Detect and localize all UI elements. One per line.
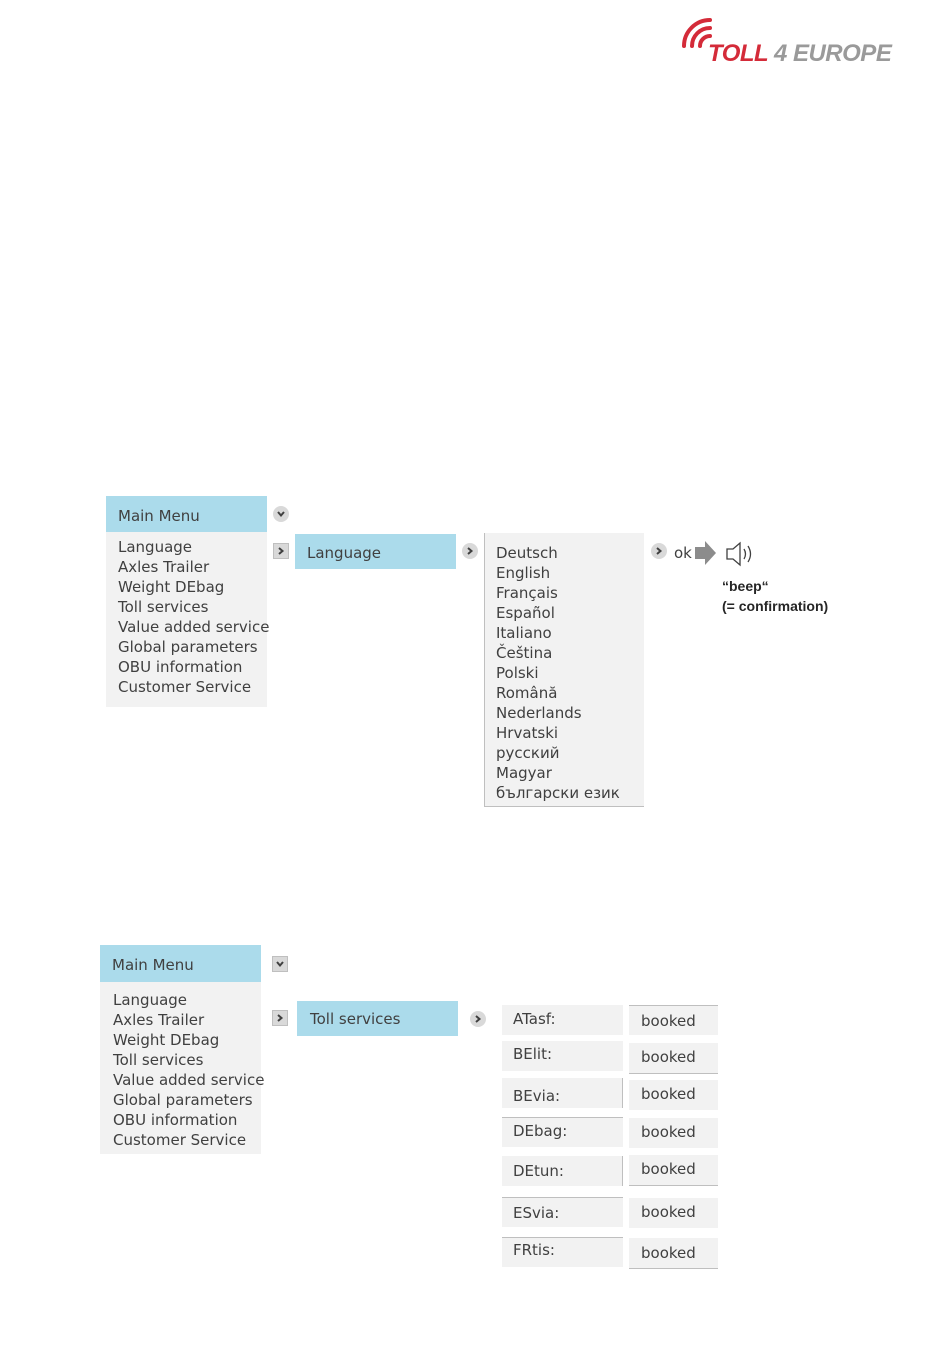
service-name: ESvia: [502,1197,623,1227]
service-status[interactable]: booked [629,1238,718,1269]
language-option[interactable]: English [496,564,551,582]
language-option[interactable]: Français [496,584,558,602]
service-status[interactable]: booked [629,1080,718,1110]
beep-text: “beep“ [722,578,769,594]
chevron-right-icon[interactable] [273,543,289,559]
language-option[interactable]: Čeština [496,644,553,662]
language-option[interactable]: Hrvatski [496,724,559,742]
main-menu-panel [106,532,270,707]
service-name: DEtun: [502,1156,623,1186]
main-menu-list [113,990,264,1150]
toll4europe-logo [678,12,898,68]
menu-item-customer-service[interactable]: Customer Service [118,678,252,696]
chevron-right-icon[interactable] [462,543,478,559]
chevron-right-icon[interactable] [470,1011,486,1027]
menu-item-axles-trailer[interactable]: Axles Trailer [113,1011,205,1029]
speaker-icon [724,540,756,568]
language-option[interactable]: Español [496,604,555,622]
logo-word-toll: TOLL [708,40,768,67]
language-option[interactable]: Magyar [496,764,552,782]
language-option[interactable]: Deutsch [496,544,558,562]
menu-item-toll-services[interactable]: Toll services [113,1051,204,1069]
menu-item-global-parameters[interactable]: Global parameters [113,1091,253,1109]
service-name: BElit: [502,1041,623,1071]
menu-item-axles-trailer[interactable]: Axles Trailer [118,558,210,576]
logo-wordmark [708,40,891,68]
menu-item-weight-debag[interactable]: Weight DEbag [113,1031,220,1049]
language-submenu-header[interactable]: Language [295,534,456,569]
toll-services-submenu-header[interactable]: Toll services [297,1001,458,1036]
language-option[interactable]: Română [496,684,558,702]
main-menu-header[interactable]: Main Menu [100,945,261,982]
language-option[interactable]: Nederlands [496,704,582,722]
menu-item-obu-information[interactable]: OBU information [118,658,243,676]
service-status[interactable]: booked [629,1043,718,1074]
menu-item-customer-service[interactable]: Customer Service [113,1131,247,1149]
service-status[interactable]: booked [629,1118,718,1148]
menu-item-toll-services[interactable]: Toll services [118,598,209,616]
chevron-down-icon[interactable] [273,506,289,522]
language-options-panel [484,533,644,807]
chevron-down-icon[interactable] [272,956,288,972]
service-name: DEbag: [502,1117,623,1147]
chevron-right-icon[interactable] [651,543,667,559]
language-option[interactable]: български език [496,784,620,802]
language-option[interactable]: Polski [496,664,539,682]
service-name: ATasf: [502,1005,623,1035]
main-menu-list [118,537,269,697]
menu-item-weight-debag[interactable]: Weight DEbag [118,578,225,596]
ok-label: ok [674,544,692,562]
menu-item-language[interactable]: Language [113,991,188,1009]
menu-item-global-parameters[interactable]: Global parameters [118,638,258,656]
arrow-right-icon [694,540,718,566]
service-name: BEvia: [502,1078,623,1108]
chevron-right-icon[interactable] [272,1010,288,1026]
language-list [496,543,620,803]
language-option[interactable]: Italiano [496,624,552,642]
confirmation-text: (= confirmation) [722,598,829,614]
service-status[interactable]: booked [629,1155,718,1186]
menu-item-value-added-service[interactable]: Value added service [113,1071,265,1089]
service-status[interactable]: booked [629,1005,718,1035]
logo-word-4europe: 4 EUROPE [773,40,892,67]
main-menu-panel [100,982,265,1154]
service-name: FRtis: [502,1237,623,1267]
beep-label [722,576,828,616]
menu-item-value-added-service[interactable]: Value added service [118,618,270,636]
menu-item-language[interactable]: Language [118,538,193,556]
main-menu-header[interactable]: Main Menu [106,496,267,532]
menu-item-obu-information[interactable]: OBU information [113,1111,238,1129]
service-status[interactable]: booked [629,1198,718,1228]
language-option[interactable]: русский [496,744,560,762]
